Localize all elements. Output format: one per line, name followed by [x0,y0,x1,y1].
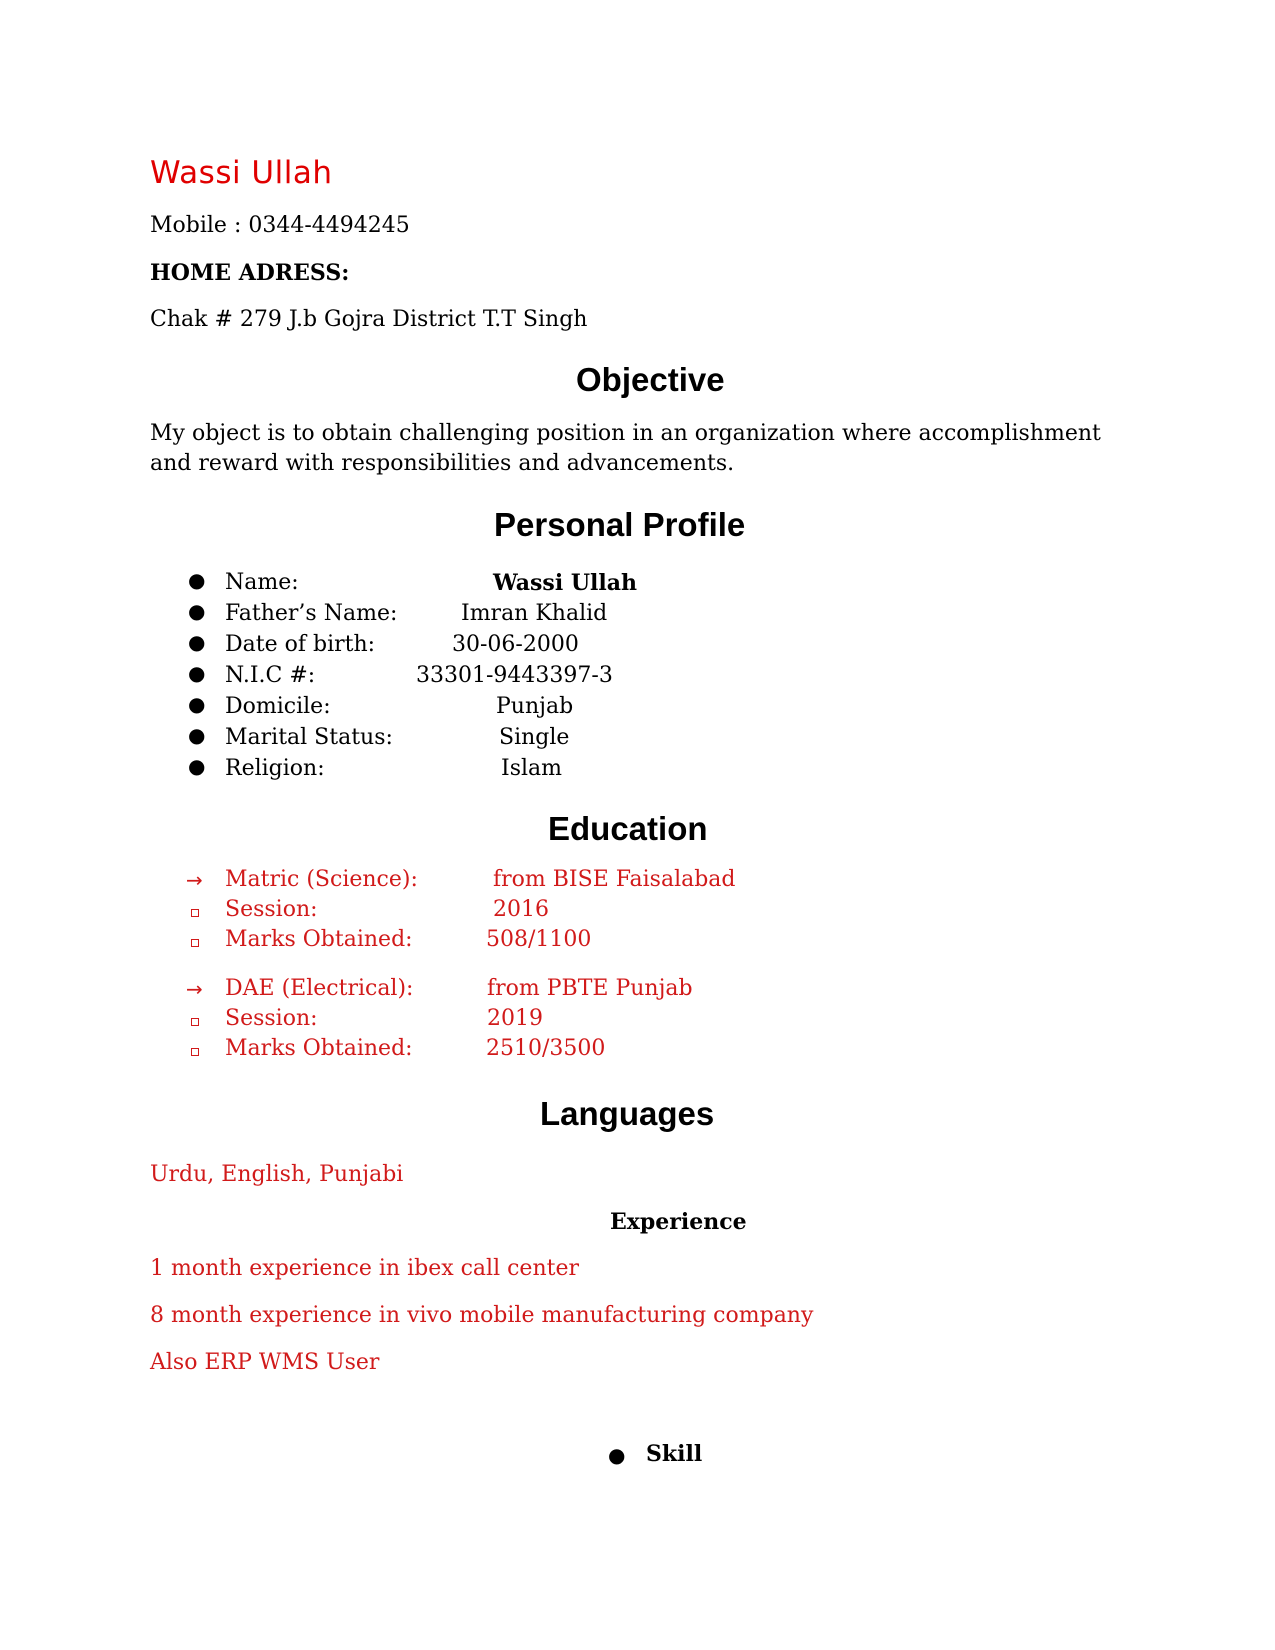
objective-heading: Objective [576,361,725,398]
square-bullet-icon [191,1048,199,1056]
home-address: Chak # 279 J.b Gojra District T.T Singh [150,307,588,332]
bullet-icon: ● [188,599,206,623]
arrow-right-icon: → [186,868,203,892]
profile-label: Marital Status: [225,725,393,750]
experience-item: 8 month experience in vivo mobile manufacturing company [150,1303,814,1328]
square-bullet-icon [191,909,199,917]
personal-profile-heading: Personal Profile [494,506,746,543]
candidate-name: Wassi Ullah [150,155,333,191]
profile-label: N.I.C #: [225,663,316,688]
profile-value: Punjab [496,694,574,719]
profile-value: 30-06-2000 [452,632,579,657]
bullet-icon: ● [188,630,206,654]
marks-value: 508/1100 [486,927,592,952]
session-value: 2019 [487,1006,543,1031]
profile-label: Date of birth: [225,632,376,657]
session-value: 2016 [493,897,549,922]
profile-value: Single [499,725,570,750]
profile-label: Name: [225,570,299,595]
marks-label: Marks Obtained: [225,1036,413,1061]
bullet-icon: ● [188,568,206,592]
experience-item: Also ERP WMS User [150,1350,380,1375]
experience-item: 1 month experience in ibex call center [150,1256,579,1281]
education-value: from PBTE Punjab [487,976,693,1001]
profile-value: Islam [501,756,562,781]
profile-label: Domicile: [225,694,331,719]
home-address-label: HOME ADRESS: [150,260,350,286]
profile-value: Wassi Ullah [493,570,637,596]
objective-line-2: and reward with responsibilities and advancements. [150,451,735,476]
education-label: DAE (Electrical): [225,976,414,1001]
profile-value: Imran Khalid [461,601,608,626]
square-bullet-icon [191,1018,199,1026]
skill-heading: Skill [646,1441,703,1467]
bullet-icon: ● [188,754,206,778]
bullet-icon: ● [188,661,206,685]
profile-label: Father’s Name: [225,601,398,626]
education-label: Matric (Science): [225,867,418,892]
bullet-icon: ● [608,1443,626,1467]
languages-text: Urdu, English, Punjabi [150,1162,404,1187]
profile-value: 33301-9443397-3 [416,663,613,688]
session-label: Session: [225,1006,318,1031]
bullet-icon: ● [188,692,206,716]
experience-heading: Experience [610,1209,747,1235]
profile-label: Religion: [225,756,325,781]
languages-heading: Languages [540,1095,715,1132]
session-label: Session: [225,897,318,922]
marks-label: Marks Obtained: [225,927,413,952]
objective-line-1: My object is to obtain challenging position in an organization where accomplishment [150,421,1101,446]
arrow-right-icon: → [186,977,203,1001]
square-bullet-icon [191,939,199,947]
marks-value: 2510/3500 [486,1036,606,1061]
mobile-number: Mobile : 0344-4494245 [150,213,410,238]
bullet-icon: ● [188,723,206,747]
education-heading: Education [548,810,708,847]
education-value: from BISE Faisalabad [493,867,736,892]
